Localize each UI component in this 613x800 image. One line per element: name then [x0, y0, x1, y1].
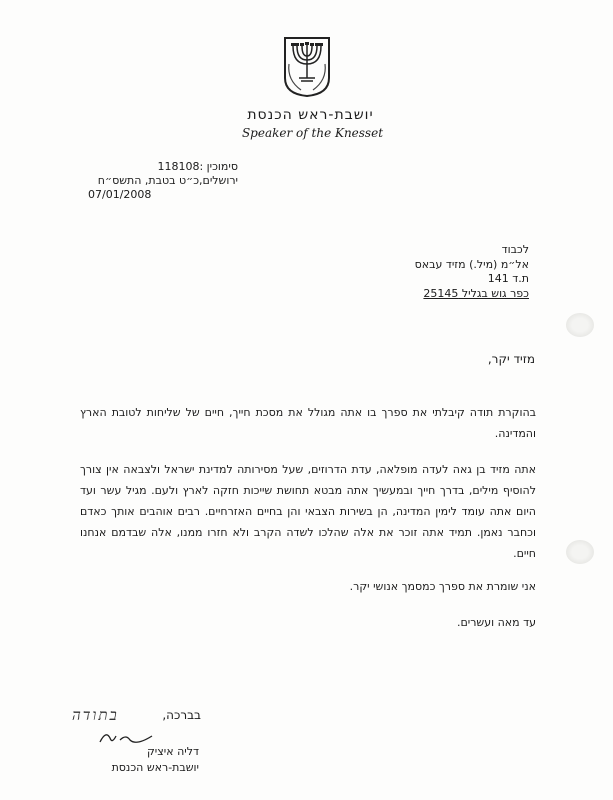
recipient-name: אל״מ (מיל.) מזיד עבאס: [414, 257, 529, 271]
punch-hole: [566, 540, 594, 564]
hebrew-date: ירושלים,כ״ט בטבת, התשס״ח: [97, 174, 238, 187]
body-paragraph: עד מאה ועשרים.: [456, 616, 536, 629]
letterhead-title: יושבת-ראש הכנסת: [247, 107, 374, 123]
body-paragraph: אני שומרת את ספרך כמסמך אנושי יקר.: [349, 580, 536, 593]
signer-title: יושבת-ראש הכנסת: [111, 761, 199, 774]
recipient-pobox: ת.ד 141: [487, 272, 529, 285]
reference-number: סימוכין :118108: [157, 160, 238, 173]
menorah-emblem-icon: [281, 34, 333, 98]
handwritten-note: בתודה: [72, 706, 119, 724]
letterhead-title-english: Speaker of the Knesset: [241, 126, 384, 140]
closing: בברכה,: [162, 708, 201, 722]
salutation: מזיד יקר,: [487, 352, 535, 366]
recipient-honorific: לכבוד: [501, 243, 529, 256]
body-paragraph: בהוקרת תודה קיבלתי את ספרך בו אתה מגולל את מסכת חייך, חיים של שליחות לטובת הארץ והמדינה.: [80, 406, 536, 440]
punch-hole: [566, 313, 594, 337]
signer-block: [112, 744, 199, 776]
recipient-address: כפר גוש בגליל 25145: [423, 286, 529, 300]
recipient-block: [415, 243, 529, 301]
signer-name: דליה איציק: [146, 745, 199, 758]
gregorian-date: 07/01/2008: [88, 188, 152, 201]
letter-meta: [88, 160, 238, 202]
body-paragraph: אתה מזיד בן גאה לעדה מופלאה, עדת הדרוזים, שעל מסירותה למדינת ישראל ולצבאה אין צורך להוסיף מילים, בדרך חייך ובמעשיך אתה מבטא תחושת שייכות חזקה לארץ ולעם. מגיל עשר ועד היום אתה עומד לימין המדינה, הן בשירות הצבאי והן בחיים האזרחיים. רבים אוהבים אותך כאדם וכחבר נאמן. תמיד אתה זוכר את אלה שהלכו לשדה הקרב ולא חזרו ממנו, אלה שבדמם אנחנו חיים.: [80, 463, 536, 560]
